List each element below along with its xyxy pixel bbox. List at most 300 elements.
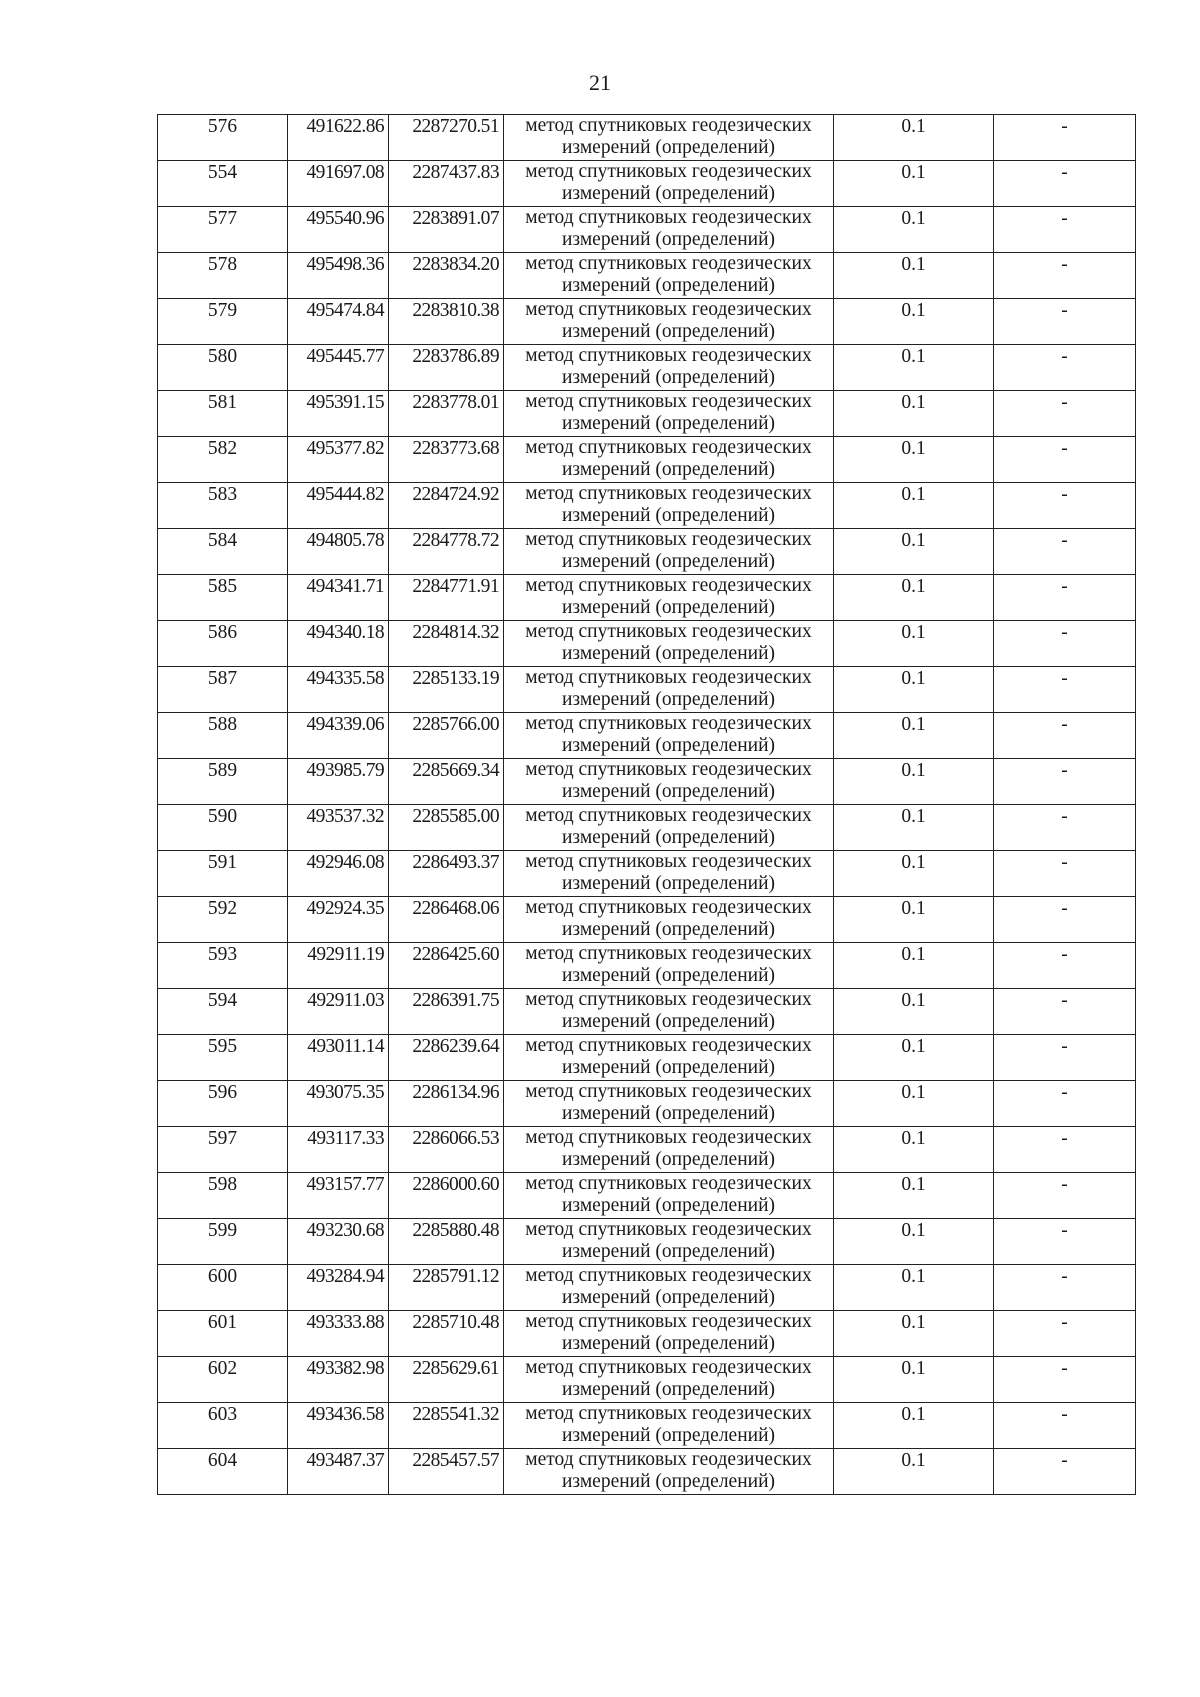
note-cell-text: - [1061, 346, 1068, 367]
method-line-1: метод спутниковых геодезических [525, 253, 812, 274]
note-cell [994, 345, 1136, 391]
x-coordinate-cell [288, 1127, 389, 1173]
y-coordinate-cell [389, 1449, 504, 1495]
note-cell-text: - [1061, 254, 1068, 275]
x-coordinate-cell [288, 1449, 389, 1495]
method-line-2: измерений (определений) [561, 643, 776, 664]
y-coordinate-cell [389, 391, 504, 437]
method-line-1: метод спутниковых геодезических [525, 1403, 812, 1424]
x-coordinate-cell-text: 493075.35 [306, 1082, 384, 1103]
table-row [158, 391, 1136, 437]
x-coordinate-cell-text: 493985.79 [306, 760, 384, 781]
x-coordinate-cell [288, 1081, 389, 1127]
point-number-cell [158, 161, 288, 207]
y-coordinate-cell-text: 2283778.01 [412, 392, 499, 413]
method-line-1: метод спутниковых геодезических [525, 713, 812, 734]
table-row [158, 253, 1136, 299]
method-cell [504, 115, 834, 161]
point-number-cell [158, 943, 288, 989]
method-line-2: измерений (определений) [561, 1379, 776, 1400]
note-cell [994, 897, 1136, 943]
point-number-cell [158, 897, 288, 943]
method-line-2: измерений (определений) [561, 1287, 776, 1308]
method-line-2: измерений (определений) [561, 1057, 776, 1078]
y-coordinate-cell [389, 989, 504, 1035]
point-number-cell-text: 597 [207, 1128, 238, 1149]
note-cell-text: - [1061, 392, 1068, 413]
point-number-cell [158, 989, 288, 1035]
method-cell [504, 345, 834, 391]
method-cell [504, 299, 834, 345]
y-coordinate-cell-text: 2285880.48 [412, 1220, 499, 1241]
accuracy-cell [834, 437, 994, 483]
point-number-cell-text: 585 [207, 576, 238, 597]
method-line-1: метод спутниковых геодезических [525, 1449, 812, 1470]
point-number-cell-text: 604 [207, 1450, 238, 1471]
point-number-cell-text: 588 [207, 714, 238, 735]
note-cell [994, 1173, 1136, 1219]
method-cell [504, 253, 834, 299]
table-body [158, 115, 1136, 1495]
method-line-2: измерений (определений) [561, 183, 776, 204]
x-coordinate-cell [288, 575, 389, 621]
method-cell [504, 207, 834, 253]
y-coordinate-cell [389, 713, 504, 759]
method-line-1: метод спутниковых геодезических [525, 161, 812, 182]
y-coordinate-cell-text: 2285133.19 [412, 668, 499, 689]
method-cell [504, 1127, 834, 1173]
x-coordinate-cell [288, 207, 389, 253]
x-coordinate-cell-text: 493436.58 [306, 1404, 384, 1425]
x-coordinate-cell [288, 115, 389, 161]
y-coordinate-cell [389, 575, 504, 621]
accuracy-cell [834, 1219, 994, 1265]
method-line-2: измерений (определений) [561, 1425, 776, 1446]
note-cell-text: - [1061, 1082, 1068, 1103]
x-coordinate-cell [288, 851, 389, 897]
method-line-1: метод спутниковых геодезических [525, 483, 812, 504]
method-line-1: метод спутниковых геодезических [525, 1127, 812, 1148]
note-cell [994, 1311, 1136, 1357]
x-coordinate-cell [288, 1357, 389, 1403]
point-number-cell [158, 483, 288, 529]
accuracy-cell-text: 0.1 [901, 254, 926, 275]
method-line-1: метод спутниковых геодезических [525, 575, 812, 596]
coordinates-table [157, 114, 1136, 1495]
x-coordinate-cell-text: 495540.96 [306, 208, 384, 229]
method-cell [504, 1081, 834, 1127]
note-cell [994, 989, 1136, 1035]
x-coordinate-cell [288, 1219, 389, 1265]
method-line-2: измерений (определений) [561, 137, 776, 158]
y-coordinate-cell-text: 2285629.61 [412, 1358, 499, 1379]
method-line-1: метод спутниковых геодезических [525, 529, 812, 550]
note-cell-text: - [1061, 116, 1068, 137]
accuracy-cell-text: 0.1 [901, 1358, 926, 1379]
note-cell-text: - [1061, 1220, 1068, 1241]
x-coordinate-cell [288, 805, 389, 851]
x-coordinate-cell-text: 493157.77 [306, 1174, 384, 1195]
table-row [158, 621, 1136, 667]
accuracy-cell-text: 0.1 [901, 852, 926, 873]
note-cell [994, 851, 1136, 897]
table-row [158, 759, 1136, 805]
note-cell-text: - [1061, 300, 1068, 321]
x-coordinate-cell-text: 492911.19 [307, 944, 384, 965]
method-line-1: метод спутниковых геодезических [525, 667, 812, 688]
table-row [158, 1219, 1136, 1265]
point-number-cell [158, 1311, 288, 1357]
x-coordinate-cell-text: 492924.35 [306, 898, 384, 919]
note-cell [994, 1357, 1136, 1403]
y-coordinate-cell [389, 851, 504, 897]
accuracy-cell-text: 0.1 [901, 392, 926, 413]
table-row [158, 851, 1136, 897]
x-coordinate-cell-text: 493284.94 [306, 1266, 384, 1287]
method-line-1: метод спутниковых геодезических [525, 897, 812, 918]
accuracy-cell [834, 1081, 994, 1127]
point-number-cell-text: 583 [207, 484, 238, 505]
table-row [158, 529, 1136, 575]
x-coordinate-cell [288, 529, 389, 575]
accuracy-cell [834, 1357, 994, 1403]
y-coordinate-cell [389, 1403, 504, 1449]
table-row [158, 1311, 1136, 1357]
accuracy-cell [834, 391, 994, 437]
method-line-2: измерений (определений) [561, 1241, 776, 1262]
y-coordinate-cell-text: 2287270.51 [412, 116, 499, 137]
note-cell-text: - [1061, 760, 1068, 781]
note-cell-text: - [1061, 990, 1068, 1011]
accuracy-cell [834, 345, 994, 391]
point-number-cell-text: 595 [207, 1036, 238, 1057]
point-number-cell-text: 598 [207, 1174, 238, 1195]
note-cell-text: - [1061, 668, 1068, 689]
y-coordinate-cell-text: 2283810.38 [412, 300, 499, 321]
note-cell-text: - [1061, 1404, 1068, 1425]
note-cell-text: - [1061, 1312, 1068, 1333]
point-number-cell-text: 582 [207, 438, 238, 459]
point-number-cell-text: 580 [207, 346, 238, 367]
method-line-2: измерений (определений) [561, 965, 776, 986]
note-cell [994, 1265, 1136, 1311]
table-row [158, 943, 1136, 989]
x-coordinate-cell-text: 493230.68 [306, 1220, 384, 1241]
y-coordinate-cell [389, 483, 504, 529]
accuracy-cell [834, 1403, 994, 1449]
y-coordinate-cell-text: 2284814.32 [412, 622, 499, 643]
note-cell-text: - [1061, 1128, 1068, 1149]
accuracy-cell-text: 0.1 [901, 806, 926, 827]
point-number-cell-text: 596 [207, 1082, 238, 1103]
method-line-1: метод спутниковых геодезических [525, 851, 812, 872]
y-coordinate-cell [389, 1219, 504, 1265]
point-number-cell [158, 437, 288, 483]
y-coordinate-cell [389, 1173, 504, 1219]
y-coordinate-cell [389, 115, 504, 161]
accuracy-cell-text: 0.1 [901, 1128, 926, 1149]
note-cell [994, 1127, 1136, 1173]
method-line-2: измерений (определений) [561, 1149, 776, 1170]
note-cell [994, 805, 1136, 851]
accuracy-cell [834, 989, 994, 1035]
point-number-cell-text: 599 [207, 1220, 238, 1241]
y-coordinate-cell-text: 2285766.00 [412, 714, 499, 735]
y-coordinate-cell-text: 2285669.34 [412, 760, 499, 781]
y-coordinate-cell [389, 161, 504, 207]
accuracy-cell [834, 483, 994, 529]
y-coordinate-cell-text: 2285585.00 [412, 806, 499, 827]
method-line-1: метод спутниковых геодезических [525, 621, 812, 642]
method-cell [504, 391, 834, 437]
point-number-cell [158, 667, 288, 713]
note-cell-text: - [1061, 944, 1068, 965]
note-cell-text: - [1061, 898, 1068, 919]
x-coordinate-cell [288, 253, 389, 299]
y-coordinate-cell-text: 2283891.07 [412, 208, 499, 229]
x-coordinate-cell [288, 299, 389, 345]
method-line-1: метод спутниковых геодезических [525, 759, 812, 780]
method-line-2: измерений (определений) [561, 689, 776, 710]
method-line-2: измерений (определений) [561, 459, 776, 480]
x-coordinate-cell [288, 161, 389, 207]
note-cell [994, 943, 1136, 989]
method-line-1: метод спутниковых геодезических [525, 115, 812, 136]
y-coordinate-cell-text: 2286493.37 [412, 852, 499, 873]
note-cell [994, 483, 1136, 529]
table-row [158, 1081, 1136, 1127]
note-cell [994, 667, 1136, 713]
method-cell [504, 1035, 834, 1081]
note-cell-text: - [1061, 622, 1068, 643]
method-line-2: измерений (определений) [561, 1195, 776, 1216]
method-line-2: измерений (определений) [561, 919, 776, 940]
note-cell [994, 299, 1136, 345]
note-cell [994, 115, 1136, 161]
y-coordinate-cell [389, 1081, 504, 1127]
method-line-2: измерений (определений) [561, 505, 776, 526]
x-coordinate-cell-text: 491697.08 [306, 162, 384, 183]
accuracy-cell-text: 0.1 [901, 990, 926, 1011]
method-line-2: измерений (определений) [561, 367, 776, 388]
y-coordinate-cell-text: 2286391.75 [412, 990, 499, 1011]
accuracy-cell-text: 0.1 [901, 622, 926, 643]
point-number-cell-text: 601 [207, 1312, 238, 1333]
note-cell [994, 1081, 1136, 1127]
method-line-2: измерений (определений) [561, 827, 776, 848]
y-coordinate-cell [389, 345, 504, 391]
accuracy-cell [834, 253, 994, 299]
method-cell [504, 713, 834, 759]
y-coordinate-cell [389, 437, 504, 483]
accuracy-cell [834, 1449, 994, 1495]
accuracy-cell [834, 621, 994, 667]
note-cell [994, 713, 1136, 759]
method-cell [504, 437, 834, 483]
method-cell [504, 1403, 834, 1449]
x-coordinate-cell [288, 391, 389, 437]
method-cell [504, 161, 834, 207]
point-number-cell [158, 1127, 288, 1173]
y-coordinate-cell [389, 943, 504, 989]
point-number-cell [158, 207, 288, 253]
point-number-cell-text: 584 [207, 530, 238, 551]
method-line-1: метод спутниковых геодезических [525, 1173, 812, 1194]
y-coordinate-cell [389, 529, 504, 575]
point-number-cell [158, 1081, 288, 1127]
method-line-1: метод спутниковых геодезических [525, 1311, 812, 1332]
method-line-1: метод спутниковых геодезических [525, 1265, 812, 1286]
method-line-1: метод спутниковых геодезических [525, 1035, 812, 1056]
x-coordinate-cell-text: 493537.32 [306, 806, 384, 827]
note-cell-text: - [1061, 484, 1068, 505]
table-row [158, 483, 1136, 529]
method-line-2: измерений (определений) [561, 873, 776, 894]
accuracy-cell [834, 207, 994, 253]
accuracy-cell [834, 943, 994, 989]
point-number-cell-text: 579 [207, 300, 238, 321]
accuracy-cell-text: 0.1 [901, 1266, 926, 1287]
y-coordinate-cell [389, 897, 504, 943]
point-number-cell [158, 851, 288, 897]
accuracy-cell-text: 0.1 [901, 1174, 926, 1195]
accuracy-cell [834, 713, 994, 759]
method-cell [504, 483, 834, 529]
point-number-cell [158, 391, 288, 437]
method-line-2: измерений (определений) [561, 735, 776, 756]
method-cell [504, 897, 834, 943]
x-coordinate-cell [288, 667, 389, 713]
point-number-cell [158, 1035, 288, 1081]
accuracy-cell-text: 0.1 [901, 208, 926, 229]
point-number-cell-text: 600 [207, 1266, 238, 1287]
accuracy-cell [834, 115, 994, 161]
x-coordinate-cell-text: 495377.82 [306, 438, 384, 459]
note-cell [994, 437, 1136, 483]
note-cell [994, 1449, 1136, 1495]
table-row [158, 1265, 1136, 1311]
point-number-cell [158, 575, 288, 621]
x-coordinate-cell-text: 495391.15 [306, 392, 384, 413]
y-coordinate-cell-text: 2283834.20 [412, 254, 499, 275]
y-coordinate-cell [389, 805, 504, 851]
accuracy-cell-text: 0.1 [901, 530, 926, 551]
accuracy-cell-text: 0.1 [901, 346, 926, 367]
y-coordinate-cell-text: 2284724.92 [412, 484, 499, 505]
accuracy-cell-text: 0.1 [901, 116, 926, 137]
note-cell-text: - [1061, 438, 1068, 459]
point-number-cell-text: 576 [207, 116, 238, 137]
method-line-2: измерений (определений) [561, 597, 776, 618]
x-coordinate-cell [288, 437, 389, 483]
point-number-cell-text: 587 [207, 668, 238, 689]
method-cell [504, 1265, 834, 1311]
point-number-cell [158, 713, 288, 759]
table-row [158, 115, 1136, 161]
table-row [158, 437, 1136, 483]
x-coordinate-cell-text: 495498.36 [306, 254, 384, 275]
note-cell-text: - [1061, 530, 1068, 551]
y-coordinate-cell [389, 1357, 504, 1403]
y-coordinate-cell-text: 2286425.60 [412, 944, 499, 965]
table-row [158, 345, 1136, 391]
accuracy-cell-text: 0.1 [901, 1082, 926, 1103]
y-coordinate-cell-text: 2286134.96 [412, 1082, 499, 1103]
point-number-cell-text: 589 [207, 760, 238, 781]
x-coordinate-cell [288, 483, 389, 529]
table-row [158, 989, 1136, 1035]
accuracy-cell [834, 1035, 994, 1081]
point-number-cell-text: 591 [207, 852, 238, 873]
y-coordinate-cell-text: 2286239.64 [412, 1036, 499, 1057]
x-coordinate-cell [288, 1403, 389, 1449]
x-coordinate-cell-text: 495445.77 [306, 346, 384, 367]
y-coordinate-cell-text: 2284778.72 [412, 530, 499, 551]
note-cell-text: - [1061, 208, 1068, 229]
accuracy-cell-text: 0.1 [901, 438, 926, 459]
x-coordinate-cell [288, 1265, 389, 1311]
method-line-2: измерений (определений) [561, 321, 776, 342]
method-cell [504, 759, 834, 805]
method-line-1: метод спутниковых геодезических [525, 1357, 812, 1378]
table-row [158, 1357, 1136, 1403]
note-cell [994, 161, 1136, 207]
point-number-cell [158, 759, 288, 805]
x-coordinate-cell [288, 1311, 389, 1357]
point-number-cell-text: 586 [207, 622, 238, 643]
method-line-1: метод спутниковых геодезических [525, 345, 812, 366]
y-coordinate-cell-text: 2287437.83 [412, 162, 499, 183]
note-cell [994, 253, 1136, 299]
x-coordinate-cell-text: 491622.86 [306, 116, 384, 137]
y-coordinate-cell [389, 1127, 504, 1173]
accuracy-cell-text: 0.1 [901, 300, 926, 321]
accuracy-cell [834, 1173, 994, 1219]
table-row [158, 575, 1136, 621]
note-cell-text: - [1061, 1358, 1068, 1379]
accuracy-cell [834, 897, 994, 943]
accuracy-cell [834, 805, 994, 851]
method-cell [504, 1357, 834, 1403]
method-cell [504, 575, 834, 621]
accuracy-cell-text: 0.1 [901, 944, 926, 965]
method-line-2: измерений (определений) [561, 1103, 776, 1124]
point-number-cell [158, 1219, 288, 1265]
x-coordinate-cell-text: 493333.88 [306, 1312, 384, 1333]
note-cell [994, 1219, 1136, 1265]
point-number-cell [158, 1403, 288, 1449]
accuracy-cell-text: 0.1 [901, 1404, 926, 1425]
method-line-1: метод спутниковых геодезических [525, 943, 812, 964]
x-coordinate-cell [288, 989, 389, 1035]
table-row [158, 1403, 1136, 1449]
y-coordinate-cell-text: 2283786.89 [412, 346, 499, 367]
point-number-cell-text: 554 [207, 162, 238, 183]
accuracy-cell-text: 0.1 [901, 898, 926, 919]
accuracy-cell [834, 1311, 994, 1357]
x-coordinate-cell-text: 493487.37 [306, 1450, 384, 1471]
accuracy-cell-text: 0.1 [901, 1450, 926, 1471]
method-line-2: измерений (определений) [561, 1011, 776, 1032]
accuracy-cell-text: 0.1 [901, 162, 926, 183]
y-coordinate-cell [389, 759, 504, 805]
method-line-2: измерений (определений) [561, 229, 776, 250]
page-number: 21 [589, 70, 611, 95]
method-line-1: метод спутниковых геодезических [525, 437, 812, 458]
note-cell [994, 529, 1136, 575]
accuracy-cell [834, 851, 994, 897]
method-cell [504, 943, 834, 989]
